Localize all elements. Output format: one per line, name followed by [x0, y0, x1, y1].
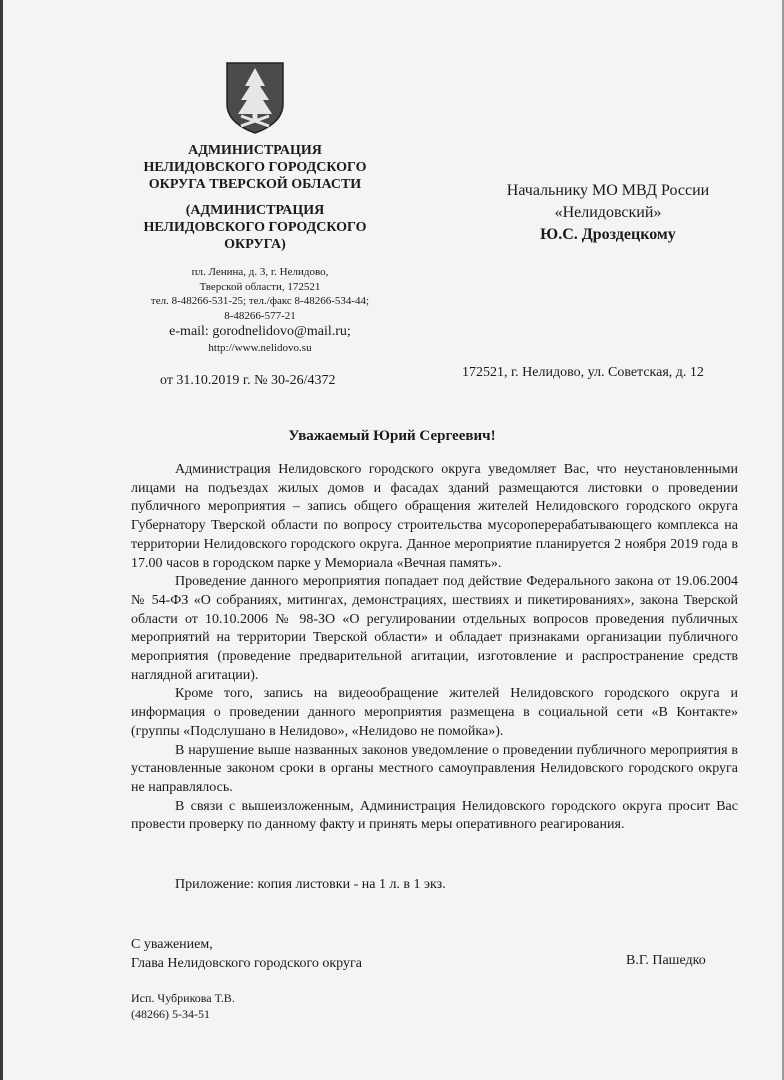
sender-organization: АДМИНИСТРАЦИЯ НЕЛИДОВСКОГО ГОРОДСКОГО ОКРУГА ТВЕРСКОЙ ОБЛАСТИ [143, 143, 367, 192]
paragraph: Кроме того, запись на видеообращение жителей Нелидовского городского округа и информация о проведении данного мероприятия размещена в социальной сети «В Контакте» (группы «Подслушано в Нелидово», «Нелидово не помойка»). [131, 686, 738, 739]
paragraph: В нарушение выше названных законов уведомление о проведении публичного мероприятия в установленные законом сроки в органы местного самоуправления Нелидовского городского округа не направлялось. [131, 742, 738, 795]
attachment-note: Приложение: копия листовки - на 1 л. в 1 экз. [175, 877, 446, 892]
recipient-name: Ю.С. Дроздецкому [540, 226, 676, 243]
paragraph: Администрация Нелидовского городского округа уведомляет Вас, что неустановленными лицами на подъездах жилых домов и фасадах зданий размещаются листовки о проведении публичного мероприятия – запись общего обращения жителей Нелидовского городского округа Губернатору Тверской области по вопросу строительства мусороперерабатывающего комплекса на территории Нелидовского городского округа. Данное мероприятие планируется 2 ноября 2019 года в 17.00 часов в городском парке у Мемориала «Вечная память». [131, 462, 738, 571]
signer-name: В.Г. Пашедко [626, 953, 706, 968]
nelidovo-coat-of-arms-icon [221, 60, 289, 136]
executor-block: Исп. Чубрикова Т.В. (48266) 5-34-51 [131, 991, 235, 1021]
sender-organization-short: (АДМИНИСТРАЦИЯ НЕЛИДОВСКОГО ГОРОДСКОГО ОКРУГА) [143, 203, 367, 252]
closing-block: С уважением, Глава Нелидовского городского округа [131, 937, 362, 971]
signer-position: Глава Нелидовского городского округа [131, 956, 362, 971]
sender-website: http://www.nelidovo.su [208, 342, 312, 354]
paragraph: В связи с вышеизложенным, Администрация Нелидовского городского округа просит Вас провести проверку по данному факту и принять меры оперативного реагирования. [131, 798, 738, 833]
recipient-address: 172521, г. Нелидово, ул. Советская, д. 12 [462, 365, 704, 380]
scan-left-edge [0, 0, 3, 1080]
letter-body [131, 461, 738, 835]
letter-date-number: от 31.10.2019 г. № 30-26/4372 [160, 373, 336, 388]
greeting: Уважаемый Юрий Сергеевич! [288, 428, 496, 444]
recipient-block: Начальнику МО МВД России «Нелидовский» Ю.С. Дроздецкому [468, 180, 748, 246]
sender-email: e-mail: gorodnelidovo@mail.ru; [169, 324, 351, 339]
paragraph: Проведение данного мероприятия попадает под действие Федерального закона от 19.06.2004 № 54-ФЗ «О собраниях, митингах, демонстрациях, шествиях и пикетированиях», закона Тверской области от 10.10.2006 № 98-ЗО «О регулировании отдельных вопросов проведения публичных мероприятий на территории Тверской области» и обладает признаками организации публичного мероприятия (проведение предварительной агитации, изготовление и распространение средств наглядной агитации). [131, 574, 738, 683]
sender-contacts: пл. Ленина, д. 3, г. Нелидово, Тверской области, 172521 тел. 8-48266-531-25; тел./факс 8-48266-534-44; 8-48266-577-21 e-mail: gorodnelidovo@mail.ru; http://www.nelidovo.su [120, 265, 400, 356]
